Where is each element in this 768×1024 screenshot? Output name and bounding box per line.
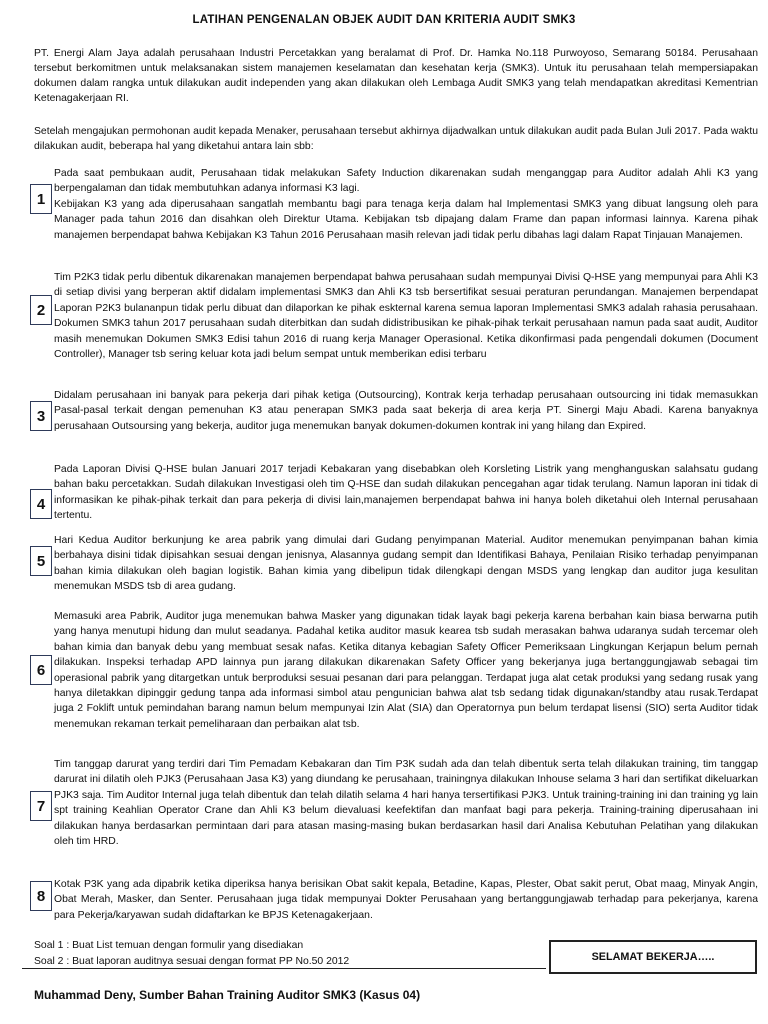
document-title: LATIHAN PENGENALAN OBJEK AUDIT DAN KRITERIA AUDIT SMK3 (192, 14, 576, 26)
case-8 (54, 877, 758, 923)
case-number-box: 5 (30, 546, 52, 576)
assignment-list (34, 938, 544, 970)
case-6-paragraph-1: Memasuki area Pabrik, Auditor juga menemukan bahwa Masker yang digunakan tidak layak bagi pekerja karena berbahan kain biasa berwarna putih yang hanya menutupi hidung dan mulut seadanya. Padahal ketika auditor masuk kearea tsb sudah merasakan bahwa udaranya sudah tercemar oleh bahan kimia dan banyak debu yang membuat sesak nafas. Ketika ditanya kebagian Safety Officer Pemeriksaan Lingkungan Kerjapun belum pernah dilakukan. Inspeksi terhadap APD lainnya pun jarang dilakukan dikarenakan Safety Officer yang bekerjanya juga bertanggungjawab sebagai tim operasional pabrik yang ditargetkan untuk berproduksi sesuai pesanan dari para pelanggan. Terdapat juga alat cetak produksi yang sedang rusak yang hanya diletakkan dipinggir gedung tanpa ada informasi simbol atau pengunician bahwa alat tsb sedang tidak digunakan/standby atau rusak.Terdapat juga 2 Foklift untuk pemindahan barang namun belum mempunyai Izin Alat (SIA) dan Operatornya pun belum terdapat lisensi (SIO) serta Auditor tidak menemukan rekaman terkait pemeliharaan dan perbaikan alat tsb. (54, 611, 758, 730)
assignment-divider (22, 968, 546, 969)
case-3 (54, 388, 758, 434)
case-2 (54, 270, 758, 362)
footer-credit: Muhammad Deny, Sumber Bahan Training Auditor SMK3 (Kasus 04) (34, 988, 421, 1002)
case-number-box: 1 (30, 184, 52, 214)
case-number-box: 6 (30, 655, 52, 685)
assignment-1: Soal 1 : Buat List temuan dengan formulir yang disediakan (34, 940, 304, 951)
case-4 (54, 462, 758, 524)
case-number-box: 4 (30, 489, 52, 519)
intro-paragraph-1: PT. Energi Alam Jaya adalah perusahaan Industri Percetakkan yang beralamat di Prof. Dr. Hamka No.118 Purwoyoso, Semarang 50184. Perusahaan tersebut berkomitmen untuk melaksanakan sistem manajemen keselamatan dan kesehatan kerja (SMK3). Untuk itu perusahaan telah mempersiapakan dokumen dalam rangka untuk dilakukan audit independen yang akan dilakukan oleh Lembaga Audit SMK3 yang telah mendapatkan akreditasi Kementrian Ketenagakerjaan RI. (34, 48, 758, 104)
case-8-paragraph-1: Kotak P3K yang ada dipabrik ketika diperiksa hanya berisikan Obat sakit kepala, Betadine, Kapas, Plester, Obat sakit perut, Obat maag, Minyak Angin, Obat Merah, Masker, dan Senter. Perusahaan juga tidak mempunyai Dokter Perusahaan yang bertanggungjawab terhadap para pekerjanya, karena para Pekerja/karyawan sudah didaftarkan ke BPJS Ketenagakerjaan. (54, 879, 758, 921)
greeting-box: SELAMAT BEKERJA….. (549, 940, 757, 974)
intro-paragraph-2: Setelah mengajukan permohonan audit kepada Menaker, perusahaan tersebut akhirnya dijadwalkan untuk dilakukan audit pada Bulan Juli 2017. Pada waktu dilakukan audit, beberapa hal yang diketahui antara lain sbb: (34, 126, 758, 152)
case-7 (54, 757, 758, 849)
case-number-box: 7 (30, 791, 52, 821)
case-number-box: 2 (30, 295, 52, 325)
assignment-2: Soal 2 : Buat laporan auditnya sesuai dengan format PP No.50 2012 (34, 956, 350, 967)
case-6 (54, 609, 758, 732)
case-1 (54, 166, 758, 243)
case-1-paragraph-1: Pada saat pembukaan audit, Perusahaan tidak melakukan Safety Induction dikarenakan sudah menganggap para Auditor adalah Ahli K3 yang berpengalaman dan tidak membutuhkan adanya informasi K3 lagi. (54, 168, 758, 195)
case-number-box: 3 (30, 401, 52, 431)
case-number-box: 8 (30, 881, 52, 911)
case-1-paragraph-2: Kebijakan K3 yang ada diperusahaan sangatlah membantu bagi para tenaga kerja dalam hal Implementasi SMK3 yang dibuat langsung oleh para Manager pada tahun 2016 dan disahkan oleh Direktur Utama. Kebijakan tsb dipajang dalam Frame dan papan informasi lainnya. Karena pihak manajemen berpendapat bahwa Kebijakan K3 Tahun 2016 Perusahaan masih relevan jadi tidak perlu dibahas lagi dalam Rapat Tinjauan Manajemen. (54, 198, 758, 241)
case-5-paragraph-1: Hari Kedua Auditor berkunjung ke area pabrik yang dimulai dari Gudang penyimpanan Material. Auditor menemukan penyimpanan bahan kimia berbahaya disini tidak dipisahkan sesuai dengan jenisnya, Alasannya gudang sempit dan Identifikasi Bahaya, Penilaian Risiko terhadap penyimpanan bahan kimia dilakukan oleh bagian logistik. Bahan kimia yang dibelipun tidak dilengkapi dengan MSDS yang lengkap dan auditor juga kesulitan menemukan MSDS tsb di area gudang. (54, 535, 758, 593)
case-2-paragraph-1: Tim P2K3 tidak perlu dibentuk dikarenakan manajemen berpendapat bahwa perusahaan sudah mempunyai Divisi Q-HSE yang mempunyai para Ahli K3 di setiap divisi yang berperan aktif didalam implementasi SMK3 dan Ahli K3 tsb bersertifikat sesuai peraturan perundangan. Manajemen berpendapat Laporan P2K3 bulananpun tidak perlu dibuat dan dilaporkan ke pihak eskternal karena semua laporan Implementasi SMK3 adalah rahasia perusahaan. Dokumen SMK3 tahun 2017 perusahaan sudah diterbitkan dan sudah didistribusikan ke pihak-pihak terkait perusahaan namun pada saat audit, Auditor masih menemukan Dokumen SMK3 Edisi tahun 2016 di ruang kerja Manager Operasional. Ketika dikonfirmasi pada pengendali dokumen (Document Controller), Manager tsb sering keluar kota jadi belum sempat untuk memberikan edisi terbaru (54, 272, 758, 361)
case-3-paragraph-1: Didalam perusahaan ini banyak para pekerja dari pihak ketiga (Outsourcing), Kontrak kerja terhadap perusahaan outsourcing ini tidak memasukkan Pasal-pasal terkait dengan pemenuhan K3 atau penerapan SMK3 pada saat bekerja di area kerja PT. Sinergi Maju Abadi. Karena banyaknya perusahaan Outsoursing yang bekerja, auditor juga menemukan banyak dokumen-dokumen kontrak ini yang hilang dan Expired. (54, 390, 758, 432)
case-4-paragraph-1: Pada Laporan Divisi Q-HSE bulan Januari 2017 terjadi Kebakaran yang disebabkan oleh Korsleting Listrik yang menghanguskan salahsatu gudang bahan baku percetakkan. Sudah dilakukan Investigasi oleh tim Q-HSE dan sudah dilakukan pencegahan agar tidak terulang. Namun laporan ini tidak di informasikan ke pihak-pihak terkait dan para pekerja di divisi lain,manajemen berpendapat bahwa ini hanya boleh diketahui oleh Internal perusahaan tertentu. (54, 464, 758, 522)
case-5 (54, 533, 758, 595)
case-7-paragraph-1: Tim tanggap darurat yang terdiri dari Tim Pemadam Kebakaran dan Tim P3K sudah ada dan telah dibentuk serta telah dilakukan training, tim tanggap darurat ini dilatih oleh PJK3 (Perusahaan Jasa K3) yang diundang ke perusahaan, trainingnya dilakukan Inhouse selama 3 hari dan sertifikat dikeluarkan PJK3 saja. Tim Auditor Internal juga telah dibentuk dan telah dilatih selama 4 hari hanya tersertifikasi PJK3. Untuk training-training ini dan training yg lain spt training Keahlian Operator Crane dan Ahli K3 belum dievaluasi keefektifan dan manfaat bagi para pekerja. Training-training diperusahaan ini dilakukan hanya berdasarkan permintaan dari para atasan masing-masing bukan berdasarkan hasil dari Analisa Kebutuhan Pelatihan yang dilakukan oleh tim HRD. (54, 759, 758, 848)
